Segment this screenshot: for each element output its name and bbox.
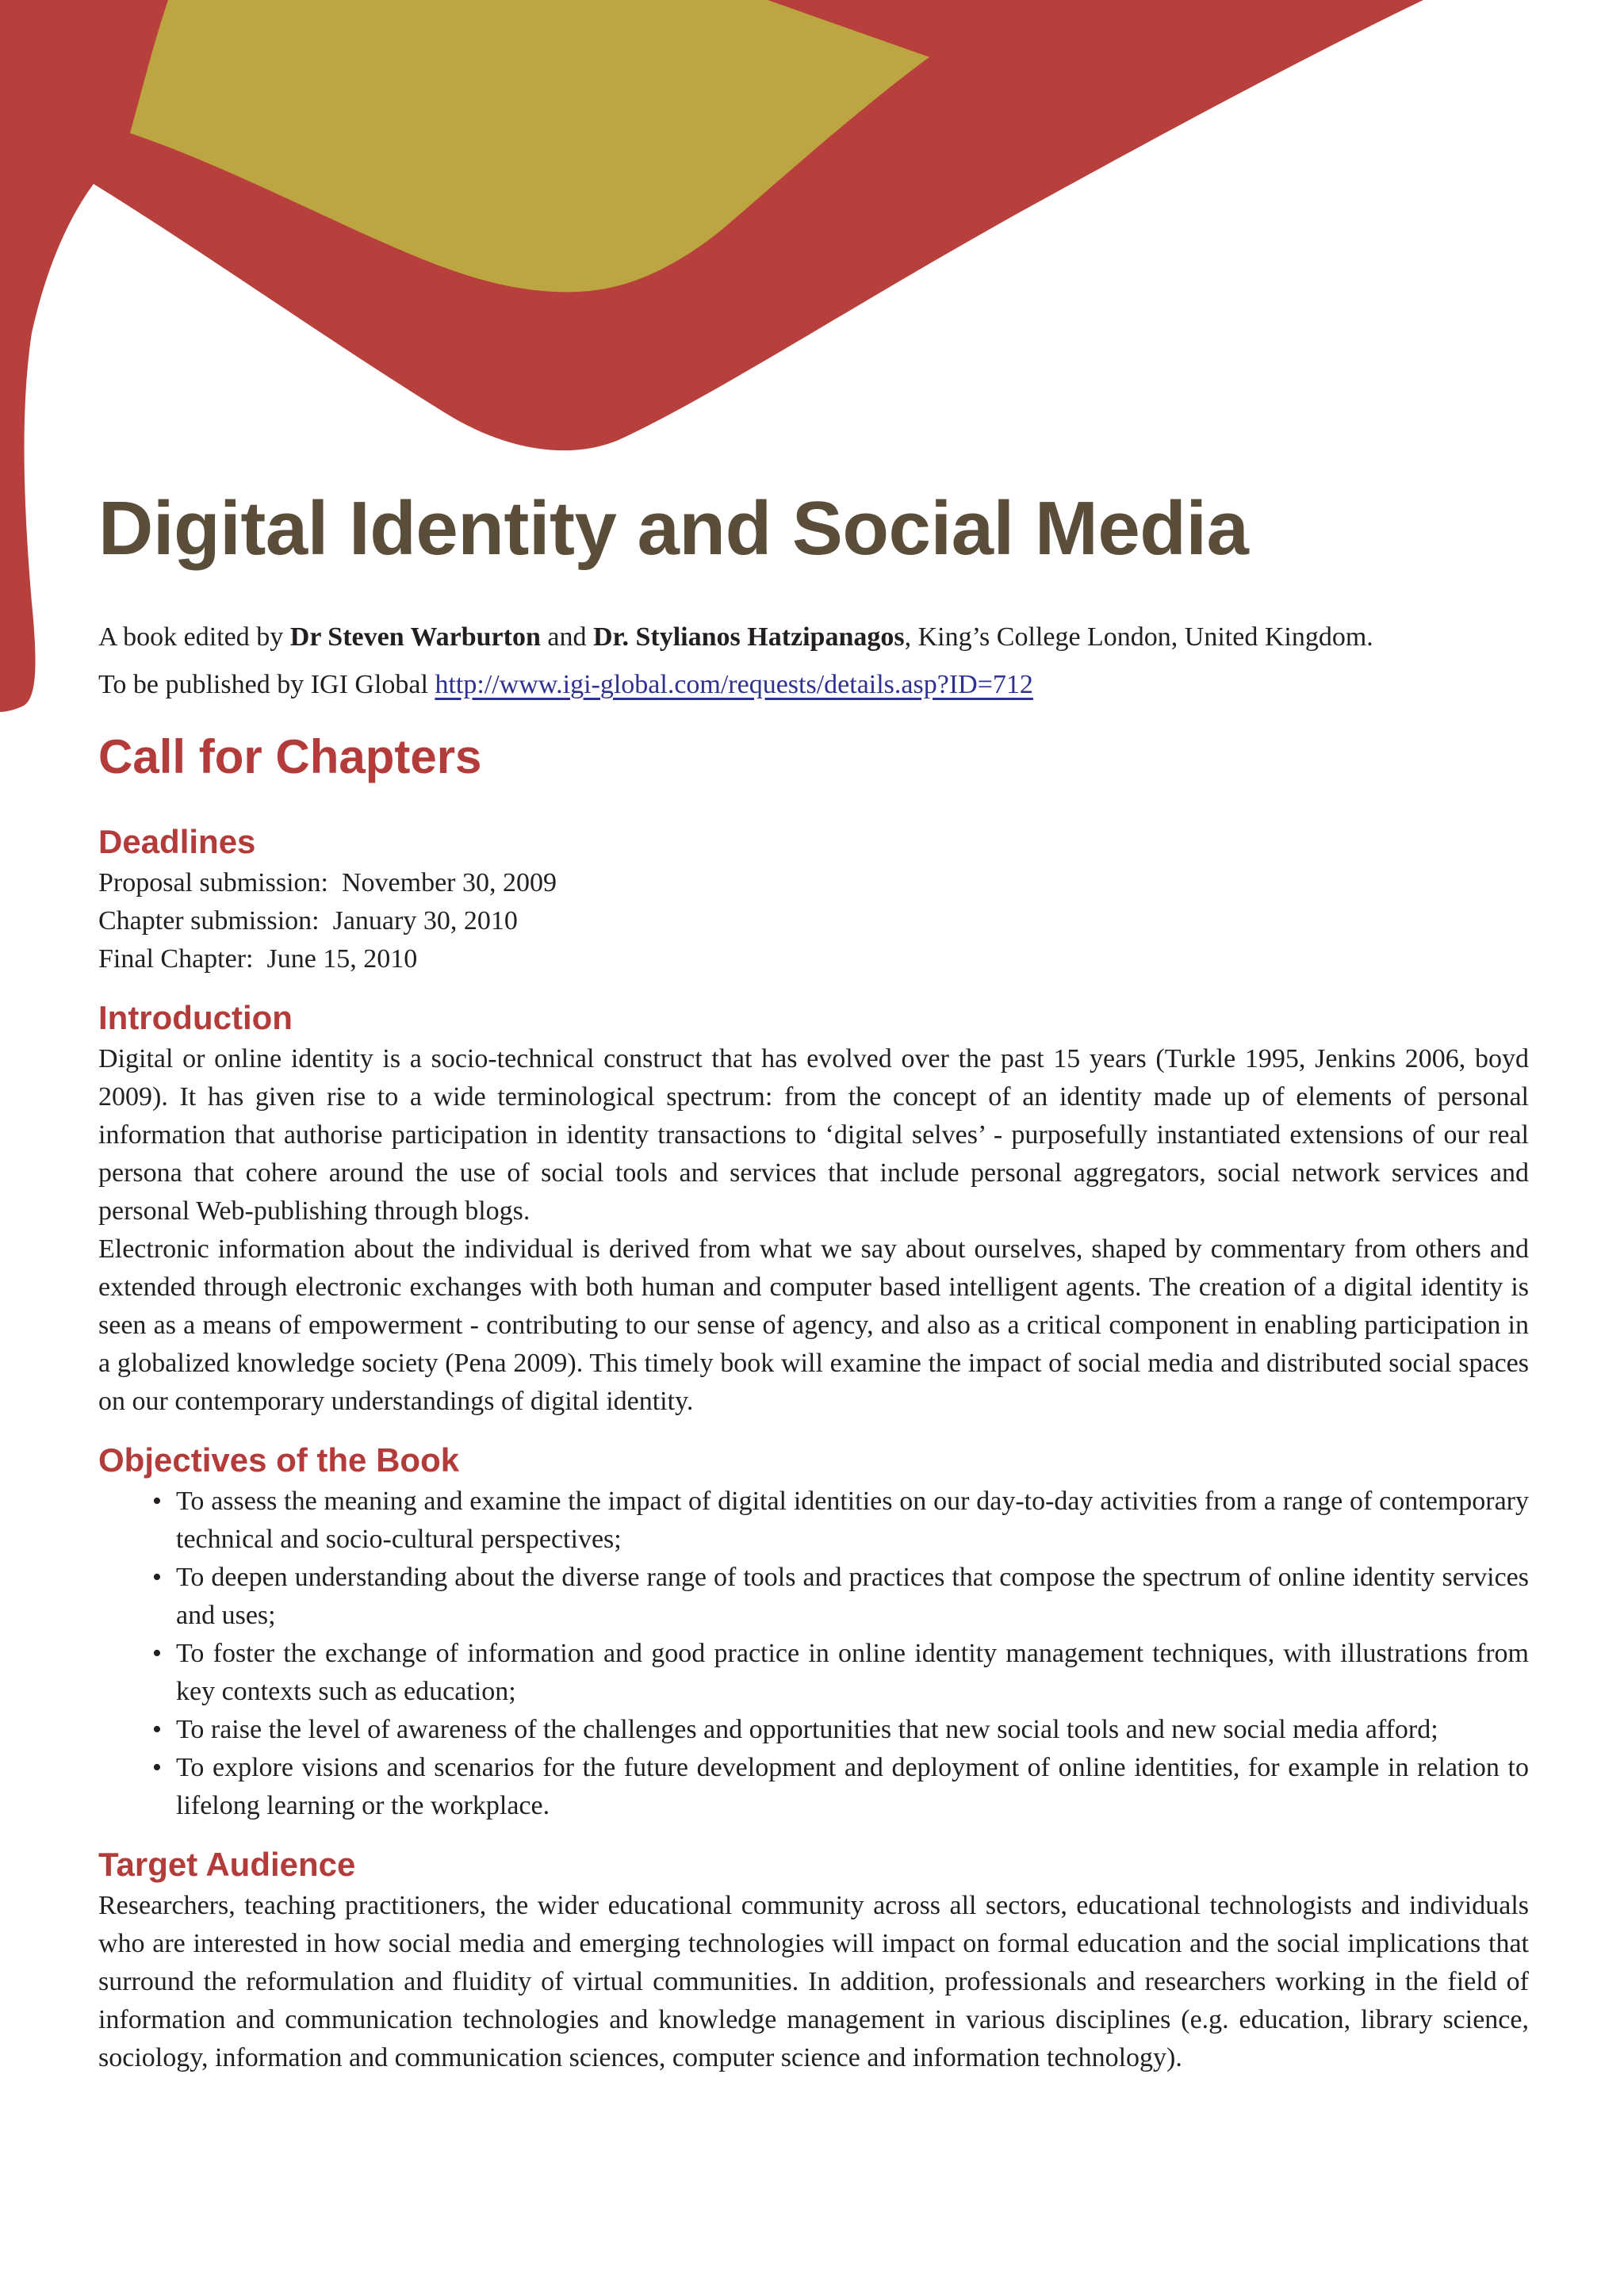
main-sections bbox=[98, 820, 1529, 2077]
publisher-line: To be published by IGI Global http://www.igi-global.com/requests/details.asp?ID=712 bbox=[98, 670, 1033, 699]
objectives-list bbox=[98, 1483, 1529, 1825]
editor-1: Dr Steven Warburton bbox=[289, 622, 541, 652]
target-audience-paragraph: Researchers, teaching practitioners, the wider educational community across all sectors, educational technologists and individuals who are interested in how social media and emerging technologies will impact on formal education and the social implications that surround the reformulation and fluidity of virtual communities. In addition, professionals and researchers working in the field of information and communication technologies and knowledge management in various disciplines (e.g. education, library science, sociology, information and communication sciences, computer science and information technology). bbox=[98, 1891, 1529, 2072]
list-item: • To explore visions and scenarios for the future development and deployment of online identities, for example in relation to lifelong learning or the workplace. bbox=[176, 1749, 1529, 1825]
target-audience-heading: Target Audience bbox=[98, 1846, 356, 1883]
introduction-paragraph: Digital or online identity is a socio-technical construct that has evolved over the past 15 years (Turkle 1995, Jenkins 2006, boyd 2009). It has given rise to a wide terminological spectrum: from the concept of an identity made up of elements of personal information that authorise participation in identity transactions to ‘digital selves’ - purposefully instantiated extensions of our real persona that cohere around the use of social tools and services that include personal aggregators, social network services and personal Web-publishing through blogs. bbox=[98, 1044, 1529, 1226]
list-item: • To foster the exchange of information and good practice in online identity management techniques, with illustrations from key contexts such as education; bbox=[176, 1635, 1529, 1711]
page-title: Digital Identity and Social Media bbox=[98, 486, 1249, 571]
affiliation: , King’s College London, United Kingdom. bbox=[904, 622, 1373, 652]
call-for-chapters-heading: Call for Chapters bbox=[98, 730, 482, 783]
deadline-row: Final Chapter: June 15, 2010 bbox=[98, 944, 418, 974]
deadline-row: Chapter submission: January 30, 2010 bbox=[98, 906, 518, 936]
list-item: • To assess the meaning and examine the impact of digital identities on our day-to-day activities from a range of contemporary technical and socio-cultural perspectives; bbox=[176, 1483, 1529, 1559]
list-item: • To deepen understanding about the diverse range of tools and practices that compose the spectrum of online identity services and uses; bbox=[176, 1559, 1529, 1635]
editor-2: Dr. Stylianos Hatzipanagos bbox=[592, 622, 905, 652]
bullet-icon: • bbox=[152, 1487, 162, 1516]
publisher-link[interactable]: http://www.igi-global.com/requests/details.asp?ID=712 bbox=[435, 670, 1033, 699]
introduction-paragraph: Electronic information about the individual is derived from what we say about ourselves, shaped by commentary from others and extended through electronic exchanges with both human and computer based intelligent agents. The creation of a digital identity is seen as a means of empowerment - contributing to our sense of agency, and also as a critical component in enabling participation in a globalized knowledge society (Pena 2009). This timely book will examine the impact of social media and distributed social spaces on our contemporary understandings of digital identity. bbox=[98, 1234, 1529, 1416]
bullet-icon: • bbox=[152, 1753, 162, 1782]
deadlines-heading: Deadlines bbox=[98, 823, 256, 860]
introduction-heading: Introduction bbox=[98, 999, 293, 1036]
deadline-row: Proposal submission: November 30, 2009 bbox=[98, 868, 557, 897]
bullet-icon: • bbox=[152, 1563, 162, 1592]
deadlines-list bbox=[98, 864, 1529, 978]
bullet-icon: • bbox=[152, 1639, 162, 1668]
list-item: • To raise the level of awareness of the challenges and opportunities that new social tools and new social media afford; bbox=[176, 1711, 1529, 1749]
editors-line: A book edited by Dr Steven Warburton and Dr. Stylianos Hatzipanagos, King’s College London, United Kingdom. bbox=[98, 622, 1373, 652]
header-decoration bbox=[0, 0, 1624, 714]
bullet-icon: • bbox=[152, 1715, 162, 1744]
objectives-heading: Objectives of the Book bbox=[98, 1441, 460, 1479]
